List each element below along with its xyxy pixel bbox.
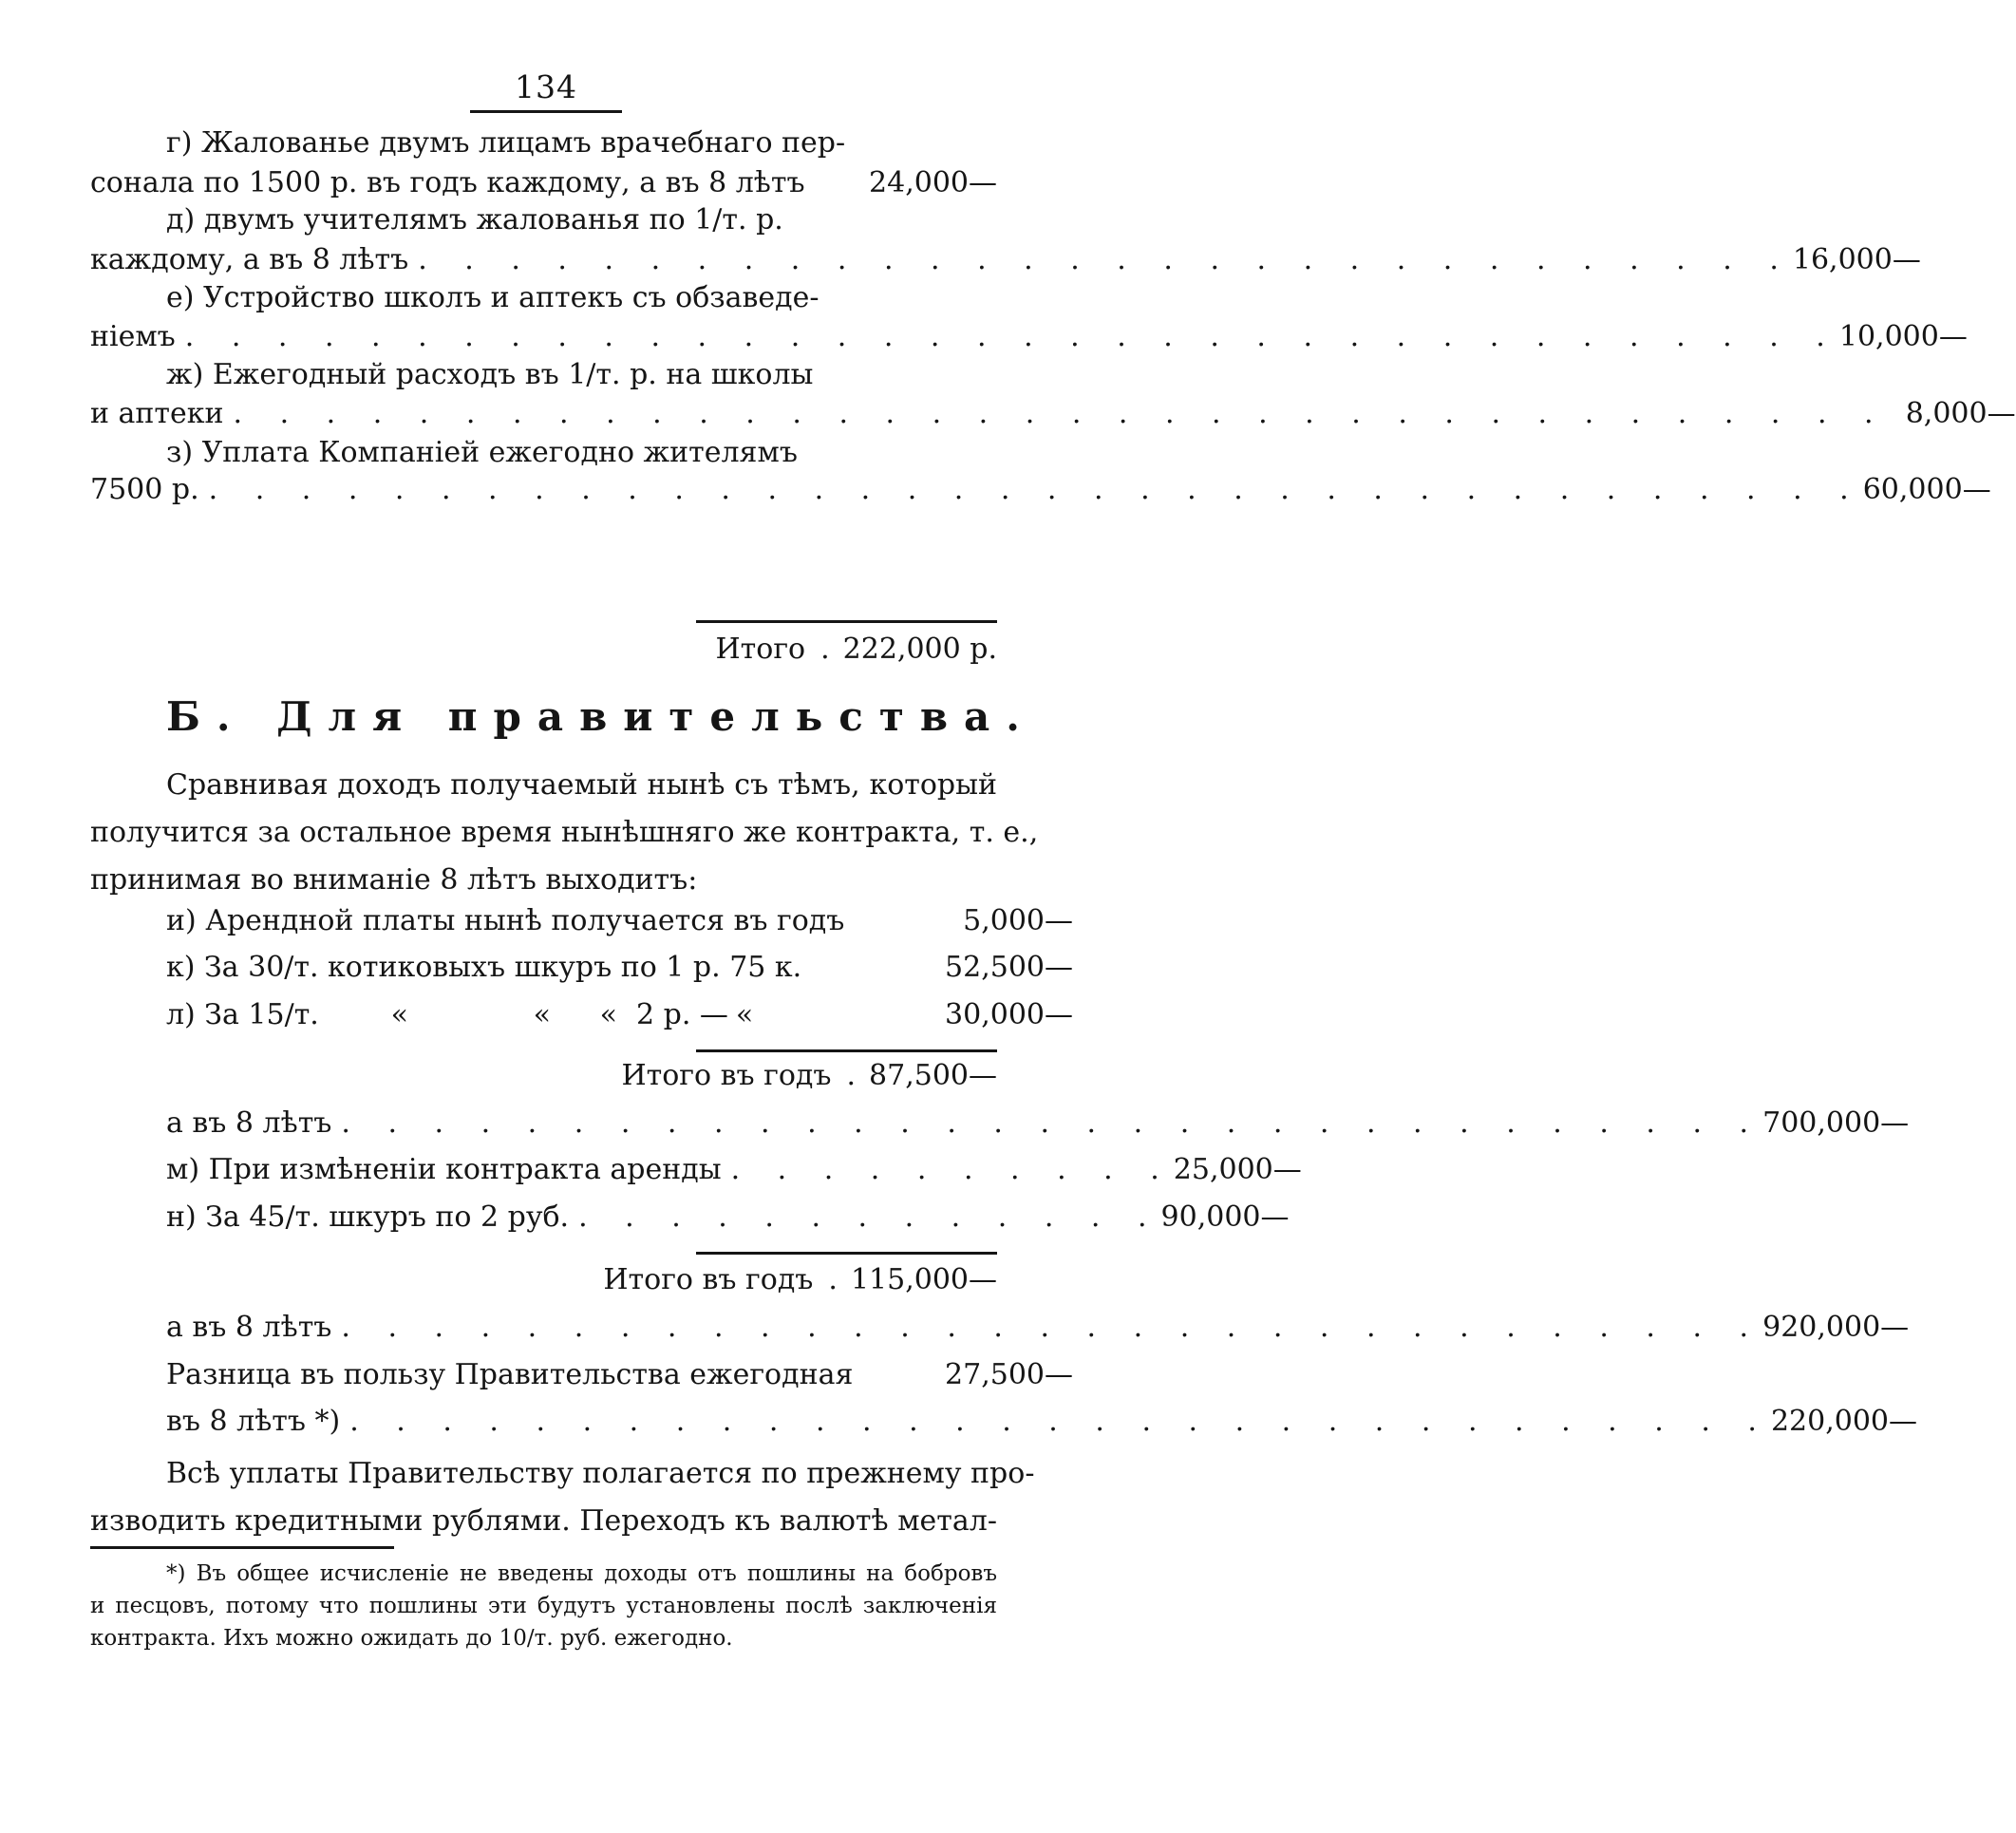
item-e-text2: ніемъ — [90, 320, 176, 353]
subtotal-1 — [90, 1059, 997, 1101]
dot-leader: . . . . . . . . . . . . . . . . . . . . . . . . . . . . . . . . . . . . — [208, 473, 1863, 506]
item-zh-amount: 8,000— — [1905, 397, 2016, 430]
item-m — [90, 1153, 1302, 1195]
subtotal-2-label: Итого въ годъ — [603, 1263, 814, 1296]
item-e-line2 — [90, 320, 1968, 362]
dot-leader: . . . . . . . . . . — [730, 1153, 1174, 1186]
item-d-text2: каждому, а въ 8 лѣтъ — [90, 243, 409, 276]
total-amount: 222,000 р. — [842, 633, 997, 666]
item-z-text1: з) Уплата Компаніей ежегодно жителямъ — [166, 436, 798, 469]
item-d-amount: 16,000— — [1792, 243, 1921, 276]
subtotal-1-label: Итого въ годъ — [621, 1059, 832, 1092]
item-e-text1: е) Устройство школъ и аптекъ съ обзаведе- — [166, 281, 820, 314]
item-m-label: м) При измѣненіи контракта аренды — [166, 1153, 722, 1186]
footnote — [90, 1558, 997, 1654]
section-heading: Б. Для правительства. — [166, 693, 1036, 740]
intro-line-1: Сравнивая доходъ получаемый нынѣ съ тѣмъ, который — [166, 768, 997, 802]
item-e-line1 — [90, 281, 1073, 323]
eight-years-2-label: а въ 8 лѣтъ — [166, 1311, 332, 1344]
item-z-text2: 7500 р. — [90, 473, 199, 506]
item-g-text2: сонала по 1500 р. въ годъ каждому, а въ 8 лѣтъ — [90, 166, 805, 199]
item-l-label: л) За 15/т. — [166, 998, 319, 1031]
dot-leader: . . . . . . . . . . . . . . . . . . . . . . . . . . . . . . . . . . . . — [233, 397, 1888, 430]
ditto-mark: « — [533, 998, 551, 1031]
subtotal-1-amount: 87,500— — [869, 1059, 997, 1092]
item-l — [90, 998, 1073, 1040]
item-n — [90, 1200, 1290, 1242]
item-d-line1 — [90, 203, 1073, 245]
difference-8-label: въ 8 лѣтъ *) — [166, 1405, 341, 1438]
item-zh-line1 — [90, 358, 1073, 400]
item-i-amount: 5,000— — [963, 904, 1073, 937]
item-g-line1 — [90, 126, 1073, 168]
item-i-label: и) Арендной платы нынѣ получается въ годъ — [166, 904, 845, 937]
dot-leader: . . . . . . . . . . . . . — [578, 1200, 1161, 1234]
total-rule — [696, 620, 997, 623]
item-d-text1: д) двумъ учителямъ жалованья по 1/т. р. — [166, 203, 783, 236]
subtotal-1-rule — [696, 1049, 997, 1052]
dot-leader: . . . . . . . . . . . . . . . . . . . . . . . . . . . . . . . — [349, 1405, 1771, 1438]
difference-amount: 27,500— — [945, 1358, 1073, 1391]
dot-leader: . . . . . . . . . . . . . . . . . . . . . . . . . . . . . . . . . . . . — [184, 320, 1839, 353]
subtotal-2-amount: 115,000— — [850, 1263, 997, 1296]
item-i — [90, 904, 1073, 946]
eight-years-1-label: а въ 8 лѣтъ — [166, 1106, 332, 1140]
eight-years-1-amount: 700,000— — [1762, 1106, 1910, 1140]
item-zh-text2: и аптеки — [90, 397, 224, 430]
subtotal-2-dot: . — [828, 1263, 838, 1296]
section-a-total — [90, 633, 997, 674]
item-zh-text1: ж) Ежегодный расходъ въ 1/т. р. на школы — [166, 358, 814, 391]
dot-leader: . . . . . . . . . . . . . . . . . . . . . . . . . . . . . . . — [341, 1106, 1763, 1140]
dot-leader: . . . . . . . . . . . . . . . . . . . . . . . . . . . . . . — [418, 243, 1793, 276]
item-k-label: к) За 30/т. котиковыхъ шкуръ по 1 р. 75 к. — [166, 951, 802, 984]
dot-leader: . . . . . . . . . . . . . . . . . . . . . . . . . . . . . . . — [341, 1311, 1763, 1344]
eight-years-2 — [90, 1311, 1910, 1352]
item-z-line1 — [90, 436, 1073, 478]
eight-years-1 — [90, 1106, 1910, 1148]
difference-annual — [90, 1358, 1073, 1400]
intro-line-3: принимая во вниманіе 8 лѣтъ выходитъ: — [90, 863, 698, 897]
closing-line-1: Всѣ уплаты Правительству полагается по прежнему про- — [166, 1457, 1035, 1490]
footnote-line-3: контракта. Ихъ можно ожидать до 10/т. руб. ежегодно. — [90, 1626, 733, 1651]
item-k — [90, 951, 1073, 992]
ditto-mark: « — [735, 998, 754, 1031]
item-zh-line2 — [90, 397, 2016, 439]
item-n-amount: 90,000— — [1160, 1200, 1290, 1234]
item-m-amount: 25,000— — [1173, 1153, 1302, 1186]
page-number: 134 — [515, 68, 577, 105]
item-d-line2 — [90, 243, 1921, 285]
item-g-text1: г) Жалованье двумъ лицамъ врачебнаго пер- — [166, 126, 846, 160]
closing-paragraph — [90, 1450, 1035, 1545]
footnote-rule — [90, 1546, 394, 1549]
item-g-line2 — [90, 166, 997, 208]
item-z-amount: 60,000— — [1862, 473, 1991, 506]
item-e-amount: 10,000— — [1838, 320, 1968, 353]
difference-label: Разница въ пользу Правительства ежегодная — [166, 1358, 854, 1391]
intro-paragraph — [90, 762, 1039, 904]
ditto-mark: « — [390, 998, 408, 1031]
item-l-price: 2 р. — — [636, 998, 728, 1031]
item-g-amount: 24,000— — [869, 166, 997, 199]
ditto-mark: « — [599, 998, 617, 1031]
footnote-line-2: и песцовъ, потому что пошлины эти будутъ установлены послѣ заключенія — [90, 1594, 997, 1618]
difference-eight-years — [90, 1405, 1917, 1446]
total-dot: . — [820, 633, 830, 666]
difference-8-amount: 220,000— — [1770, 1405, 1917, 1438]
item-k-amount: 52,500— — [945, 951, 1073, 984]
subtotal-1-dot: . — [846, 1059, 856, 1092]
total-label: Итого — [715, 633, 806, 666]
eight-years-2-amount: 920,000— — [1762, 1311, 1910, 1344]
item-l-amount: 30,000— — [945, 998, 1073, 1031]
subtotal-2-rule — [696, 1252, 997, 1255]
footnote-line-1: *) Въ общее исчисленіе не введены доходы отъ пошлины на бобровъ — [166, 1561, 997, 1586]
intro-line-2: получится за остальное время нынѣшняго же контракта, т. е., — [90, 816, 1039, 849]
closing-line-2: изводить кредитными рублями. Переходъ къ валютѣ метал- — [90, 1504, 997, 1538]
page-number-rule — [470, 110, 622, 113]
item-n-label: н) За 45/т. шкуръ по 2 руб. — [166, 1200, 570, 1234]
item-z-line2 — [90, 473, 1991, 515]
subtotal-2 — [90, 1263, 997, 1305]
